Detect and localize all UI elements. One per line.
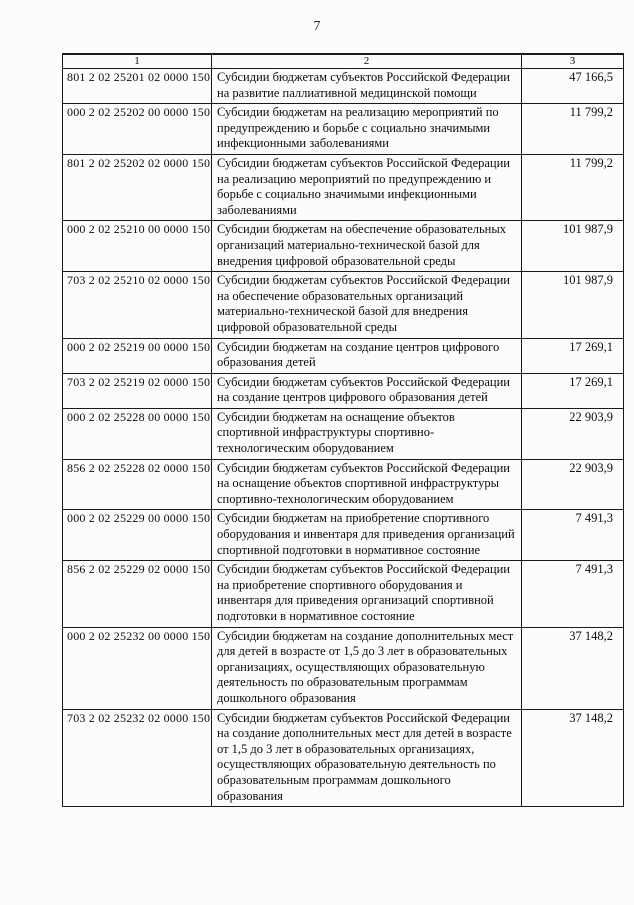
subsidy-description: Субсидии бюджетам субъектов Российской Федерации на создание дополнительных мест для детей в возрасте от 1,5 до 3 лет в образовательных организациях, осуществляющих образовательную деятельность по образовательным программам дошкольного образования <box>212 709 522 807</box>
subsidy-description: Субсидии бюджетам на создание дополнительных мест для детей в возрасте от 1,5 до 3 лет в образовательных организациях, осуществляющих образовательную деятельность по образовательным программам дошкольного образования <box>212 627 522 709</box>
subsidy-description: Субсидии бюджетам субъектов Российской Федерации на оснащение объектов спортивной инфраструктуры спортивно-технологическим оборудованием <box>212 459 522 510</box>
budget-code: 801 2 02 25202 02 0000 150 <box>63 154 212 220</box>
column-header-amount: 3 <box>522 54 624 69</box>
table-row <box>63 272 624 338</box>
budget-code: 000 2 02 25228 00 0000 150 <box>63 408 212 459</box>
amount-value: 47 166,5 <box>522 69 624 104</box>
subsidy-description: Субсидии бюджетам на обеспечение образовательных организаций материально-технической базой для внедрения цифровой образовательной среды <box>212 221 522 272</box>
budget-code: 000 2 02 25229 00 0000 150 <box>63 510 212 561</box>
amount-value: 11 799,2 <box>522 104 624 155</box>
subsidy-description: Субсидии бюджетам субъектов Российской Федерации на обеспечение образовательных организаций материально-технической базой для внедрения цифровой образовательной среды <box>212 272 522 338</box>
subsidy-description: Субсидии бюджетам субъектов Российской Федерации на развитие паллиативной медицинской помощи <box>212 69 522 104</box>
table-row <box>63 338 624 373</box>
table-row <box>63 154 624 220</box>
subsidy-description: Субсидии бюджетам на создание центров цифрового образования детей <box>212 338 522 373</box>
column-header-description: 2 <box>212 54 522 69</box>
amount-value: 11 799,2 <box>522 154 624 220</box>
table-row <box>63 561 624 627</box>
table-row <box>63 221 624 272</box>
page-number: 7 <box>313 18 321 33</box>
budget-code: 856 2 02 25229 02 0000 150 <box>63 561 212 627</box>
table-row <box>63 627 624 709</box>
subsidy-description: Субсидии бюджетам на реализацию мероприятий по предупреждению и борьбе с социально значимыми инфекционными заболеваниями <box>212 104 522 155</box>
table-row <box>63 459 624 510</box>
table-row <box>63 510 624 561</box>
table-row <box>63 69 624 104</box>
amount-value: 17 269,1 <box>522 338 624 373</box>
budget-code: 000 2 02 25219 00 0000 150 <box>63 338 212 373</box>
budget-table <box>62 53 624 807</box>
table-row <box>63 408 624 459</box>
table-row <box>63 709 624 807</box>
table-header-row <box>63 54 624 69</box>
column-header-code: 1 <box>63 54 212 69</box>
subsidy-description: Субсидии бюджетам на приобретение спортивного оборудования и инвентаря для приведения организаций спортивной подготовки в нормативное состояние <box>212 510 522 561</box>
subsidy-description: Субсидии бюджетам субъектов Российской Федерации на реализацию мероприятий по предупреждению и борьбе с социально значимыми инфекционными заболеваниями <box>212 154 522 220</box>
amount-value: 22 903,9 <box>522 408 624 459</box>
subsidy-description: Субсидии бюджетам субъектов Российской Федерации на приобретение спортивного оборудования и инвентаря для приведения организаций спортивной подготовки в нормативное состояние <box>212 561 522 627</box>
table-body <box>63 69 624 807</box>
budget-code: 000 2 02 25210 00 0000 150 <box>63 221 212 272</box>
budget-code: 703 2 02 25232 02 0000 150 <box>63 709 212 807</box>
amount-value: 37 148,2 <box>522 627 624 709</box>
amount-value: 101 987,9 <box>522 272 624 338</box>
table-row <box>63 373 624 408</box>
budget-code: 856 2 02 25228 02 0000 150 <box>63 459 212 510</box>
budget-code: 801 2 02 25201 02 0000 150 <box>63 69 212 104</box>
amount-value: 101 987,9 <box>522 221 624 272</box>
amount-value: 7 491,3 <box>522 561 624 627</box>
subsidy-description: Субсидии бюджетам на оснащение объектов спортивной инфраструктуры спортивно-технологическим оборудованием <box>212 408 522 459</box>
budget-code: 703 2 02 25219 02 0000 150 <box>63 373 212 408</box>
amount-value: 22 903,9 <box>522 459 624 510</box>
table-row <box>63 104 624 155</box>
amount-value: 7 491,3 <box>522 510 624 561</box>
amount-value: 17 269,1 <box>522 373 624 408</box>
budget-code: 000 2 02 25202 00 0000 150 <box>63 104 212 155</box>
budget-code: 703 2 02 25210 02 0000 150 <box>63 272 212 338</box>
budget-code: 000 2 02 25232 00 0000 150 <box>63 627 212 709</box>
amount-value: 37 148,2 <box>522 709 624 807</box>
subsidy-description: Субсидии бюджетам субъектов Российской Федерации на создание центров цифрового образования детей <box>212 373 522 408</box>
